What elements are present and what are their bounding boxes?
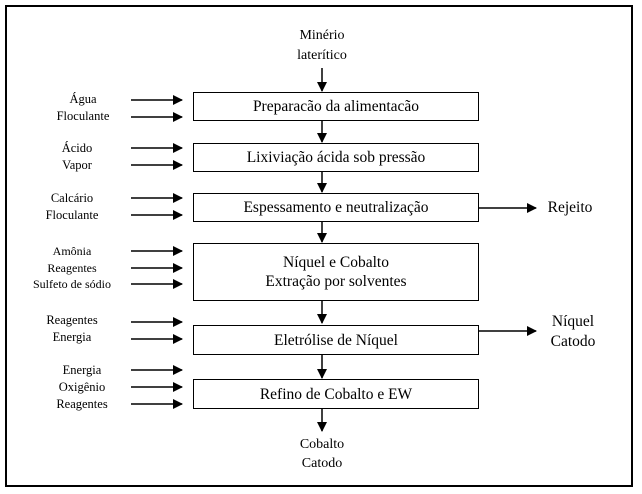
step-nickel-electrolysis — [193, 325, 479, 355]
output-line1: Níquel — [551, 313, 595, 330]
feed-label-line1: Minério — [299, 28, 345, 43]
inputs-group-4 — [17, 243, 127, 293]
step-label-line1: Níquel e Cobalto — [283, 254, 389, 271]
inputs-group-5 — [17, 312, 127, 346]
output-rejeito: Rejeito — [547, 199, 593, 216]
output-line2: Catodo — [550, 333, 596, 350]
input-label: Energia — [52, 330, 92, 344]
step-label: Preparacão da alimentacão — [252, 98, 420, 115]
input-label: Vapor — [62, 158, 92, 172]
step-feed-preparation — [193, 92, 479, 121]
step-label: Eletrólise de Níquel — [274, 331, 398, 349]
inputs-group-3 — [17, 190, 127, 224]
step-cobalt-refining — [193, 379, 479, 409]
step-label: Refino de Cobalto e EW — [259, 385, 413, 403]
step-label: Lixiviação ácida sob pressão — [246, 149, 426, 166]
input-label: Reagentes — [47, 260, 97, 275]
input-label: Água — [69, 92, 97, 106]
output-line2: Catodo — [301, 456, 343, 471]
input-label: Oxigênio — [58, 380, 106, 394]
inputs-group-1 — [28, 91, 138, 125]
step-label-line2: Extração por solventes — [265, 273, 407, 290]
feed-label-line2: laterítico — [297, 48, 347, 63]
input-label: Energia — [62, 363, 102, 377]
inputs-group-2 — [22, 140, 132, 174]
output-cobalt-cathode — [272, 435, 372, 473]
step-label: Espessamento e neutralização — [243, 199, 429, 216]
feed-label — [272, 26, 372, 66]
input-label: Reagentes — [46, 313, 98, 327]
output-nickel-cathode — [538, 312, 608, 352]
input-label: Calcário — [50, 191, 94, 205]
input-label: Reagentes — [56, 397, 108, 411]
input-label: Sulfeto de sódio — [33, 277, 111, 291]
input-label: Floculante — [45, 208, 99, 222]
step-acid-leaching — [193, 143, 479, 172]
step-thickening-neutralization — [193, 193, 479, 222]
input-label: Ácido — [61, 141, 93, 155]
output-line1: Cobalto — [299, 437, 345, 452]
step-solvent-extraction — [193, 243, 479, 301]
input-label: Floculante — [56, 109, 110, 123]
inputs-group-6 — [27, 362, 137, 413]
input-label: Amônia — [52, 244, 92, 258]
